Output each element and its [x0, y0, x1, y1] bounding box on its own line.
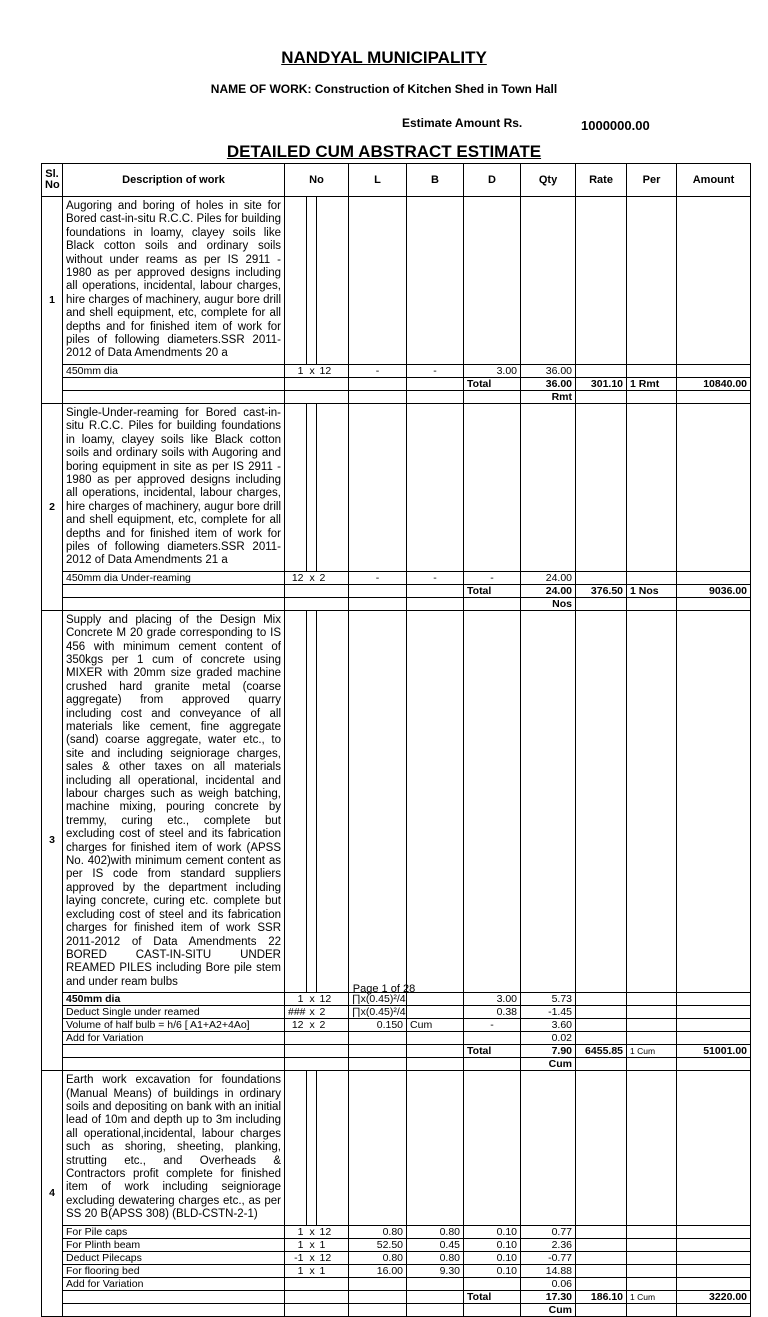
measurement-times: x: [307, 571, 317, 584]
empty-cell: [285, 377, 307, 390]
measurement-multiplier: 2: [317, 1019, 349, 1032]
total-row: [42, 584, 751, 597]
empty-cell: [407, 610, 464, 992]
empty-cell: [627, 1251, 677, 1264]
measurement-l: -: [349, 571, 407, 584]
measurement-count: 1: [285, 1238, 307, 1251]
empty-cell: [576, 1058, 627, 1071]
measurement-row: [42, 1277, 751, 1290]
empty-cell: [677, 390, 751, 403]
empty-cell: [307, 403, 317, 571]
measurement-d: [464, 1277, 521, 1290]
empty-cell: [407, 597, 464, 610]
measurement-times: x: [307, 1251, 317, 1264]
empty-cell: [677, 1006, 751, 1019]
empty-cell: [677, 1238, 751, 1251]
total-rate: 301.10: [576, 377, 627, 390]
measurement-count: 12: [285, 1019, 307, 1032]
item-sl-number: 2: [42, 403, 63, 610]
measurement-count: 1: [285, 1264, 307, 1277]
empty-cell: [349, 1290, 407, 1303]
measurement-row: [42, 1032, 751, 1045]
empty-cell: [464, 1071, 521, 1225]
empty-cell: [677, 1019, 751, 1032]
empty-cell: [576, 1071, 627, 1225]
measurement-times: [307, 1032, 317, 1045]
empty-cell: [407, 1071, 464, 1225]
measurement-d: 0.10: [464, 1264, 521, 1277]
measurement-row: [42, 1006, 751, 1019]
measurement-qty: 36.00: [521, 364, 576, 377]
empty-cell: [464, 197, 521, 365]
measurement-label: For Plinth beam: [63, 1238, 285, 1251]
empty-cell: [63, 1303, 285, 1316]
empty-cell: [576, 390, 627, 403]
measurement-count: [285, 1277, 307, 1290]
empty-cell: [285, 584, 307, 597]
empty-cell: [677, 364, 751, 377]
total-unit: Cum: [521, 1303, 576, 1316]
empty-cell: [677, 1032, 751, 1045]
total-per: 1 Cum: [627, 1290, 677, 1303]
col-rate-header: Rate: [576, 164, 627, 197]
item-sl-number: 1: [42, 197, 63, 404]
empty-cell: [307, 1290, 317, 1303]
empty-cell: [464, 403, 521, 571]
measurement-l: [349, 1032, 407, 1045]
item-description: Earth work excavation for foundations (Manual Means) of buildings in ordinary soils and depositing on bank with an initial lead of 10m and depth up to 3m including all operational,incidental, labour charges such as shoring, sheeting, planking, strutting etc., and Overheads & Contractors profit complete for finished item of work including seigniorage excluding dewatering charges etc., as per SS 20 B(APSS 308) (BLD-CSTN-2-1): [63, 1071, 285, 1225]
empty-cell: [317, 1058, 349, 1071]
total-row: [42, 377, 751, 390]
empty-cell: [407, 1303, 464, 1316]
measurement-multiplier: 12: [317, 1251, 349, 1264]
empty-cell: [677, 403, 751, 571]
measurement-b: -: [407, 364, 464, 377]
measurement-label: Deduct Pilecaps: [63, 1251, 285, 1264]
measurement-times: x: [307, 1019, 317, 1032]
measurement-d: 0.10: [464, 1238, 521, 1251]
item-sl-number: 4: [42, 1071, 63, 1316]
measurement-d: -: [464, 571, 521, 584]
empty-cell: [464, 1058, 521, 1071]
empty-cell: [677, 197, 751, 365]
empty-cell: [576, 1032, 627, 1045]
empty-cell: [627, 571, 677, 584]
empty-cell: [677, 1277, 751, 1290]
empty-cell: [349, 584, 407, 597]
measurement-label: 450mm dia: [63, 364, 285, 377]
empty-cell: [349, 1071, 407, 1225]
measurement-count: 1: [285, 364, 307, 377]
empty-cell: [627, 1032, 677, 1045]
estimate-table: [41, 163, 751, 1317]
measurement-qty: -0.77: [521, 1251, 576, 1264]
empty-cell: [464, 390, 521, 403]
measurement-qty: 3.60: [521, 1019, 576, 1032]
empty-cell: [285, 1071, 307, 1225]
item-description: Single-Under-reaming for Bored cast-in-situ R.C.C. Piles for building foundations in loamy, clayey soils like Black cotton soils and ordinary soils with Augoring and boring equipment in site as per IS 2911 - 1980 as per approved designs including all operations, incidental, labour charges, hire charges of machinery, augur bore drill and shell equipment, etc, complete for all depths and for finished item of work for piles of following diameters.SSR 2011-2012 of Data Amendments 21 a: [63, 403, 285, 571]
measurement-b: [407, 1032, 464, 1045]
measurement-count: 1: [285, 993, 307, 1006]
measurement-d: -: [464, 1019, 521, 1032]
empty-cell: [464, 1303, 521, 1316]
measurement-row: [42, 1225, 751, 1238]
empty-cell: [627, 1225, 677, 1238]
empty-cell: [576, 364, 627, 377]
empty-cell: [627, 1006, 677, 1019]
empty-cell: [576, 571, 627, 584]
measurement-label: For Pile caps: [63, 1225, 285, 1238]
empty-cell: [627, 197, 677, 365]
empty-cell: [63, 597, 285, 610]
measurement-d: 0.38: [464, 1006, 521, 1019]
total-rate: 6455.85: [576, 1045, 627, 1058]
col-sl-header: Sl. No: [42, 164, 63, 197]
measurement-label: For flooring bed: [63, 1264, 285, 1277]
measurement-count: ###: [285, 1006, 307, 1019]
empty-cell: [627, 403, 677, 571]
empty-cell: [677, 1264, 751, 1277]
empty-cell: [576, 1225, 627, 1238]
empty-cell: [317, 1045, 349, 1058]
empty-cell: [317, 197, 349, 365]
empty-cell: [407, 377, 464, 390]
total-amount: 9036.00: [677, 584, 751, 597]
empty-cell: [317, 1290, 349, 1303]
measurement-times: x: [307, 1006, 317, 1019]
col-description-header: Description of work: [63, 164, 285, 197]
empty-cell: [349, 1303, 407, 1316]
empty-cell: [576, 403, 627, 571]
empty-cell: [677, 1071, 751, 1225]
empty-cell: [627, 364, 677, 377]
item-description-row: [42, 610, 751, 992]
empty-cell: [576, 597, 627, 610]
empty-cell: [285, 403, 307, 571]
empty-cell: [576, 1019, 627, 1032]
total-qty: 7.90: [521, 1045, 576, 1058]
measurement-row: [42, 571, 751, 584]
col-b-header: B: [407, 164, 464, 197]
total-row: [42, 1045, 751, 1058]
measurement-times: x: [307, 1264, 317, 1277]
measurement-b: 0.80: [407, 1251, 464, 1264]
empty-cell: [285, 610, 307, 992]
empty-cell: [349, 610, 407, 992]
empty-cell: [521, 610, 576, 992]
total-label: Total: [464, 1045, 521, 1058]
empty-cell: [349, 1045, 407, 1058]
empty-cell: [677, 571, 751, 584]
measurement-l: ∏x(0.45)²/4: [349, 1006, 407, 1019]
measurement-qty: 0.06: [521, 1277, 576, 1290]
empty-cell: [307, 390, 317, 403]
col-amount-header: Amount: [677, 164, 751, 197]
measurement-b: [407, 1277, 464, 1290]
measurement-label: Add for Variation: [63, 1277, 285, 1290]
measurement-l: [349, 1277, 407, 1290]
empty-cell: [407, 390, 464, 403]
empty-cell: [576, 1238, 627, 1251]
empty-cell: [627, 1238, 677, 1251]
empty-cell: [627, 1058, 677, 1071]
total-rate: 376.50: [576, 584, 627, 597]
measurement-b: -: [407, 571, 464, 584]
empty-cell: [407, 197, 464, 365]
empty-cell: [307, 597, 317, 610]
empty-cell: [521, 1071, 576, 1225]
empty-cell: [285, 597, 307, 610]
measurement-multiplier: [317, 1277, 349, 1290]
total-per: 1 Cum: [627, 1045, 677, 1058]
table-header-row: [42, 164, 751, 197]
empty-cell: [464, 610, 521, 992]
total-qty: 17.30: [521, 1290, 576, 1303]
estimate-amount-value: 1000000.00: [581, 118, 650, 133]
unit-row: [42, 1058, 751, 1071]
empty-cell: [576, 1277, 627, 1290]
measurement-multiplier: 2: [317, 571, 349, 584]
name-of-work: NAME OF WORK: Construction of Kitchen Shed in Town Hall: [210, 82, 558, 96]
empty-cell: [627, 1019, 677, 1032]
empty-cell: [307, 197, 317, 365]
empty-cell: [349, 403, 407, 571]
measurement-l: ∏x(0.45)²/4: [349, 993, 407, 1006]
measurement-b: 0.80: [407, 1225, 464, 1238]
estimate-amount-label: Estimate Amount Rs.: [402, 116, 523, 130]
measurement-multiplier: 1: [317, 1238, 349, 1251]
measurement-qty: 0.02: [521, 1032, 576, 1045]
item-description-row: [42, 1071, 751, 1225]
measurement-d: 3.00: [464, 993, 521, 1006]
empty-cell: [285, 390, 307, 403]
empty-cell: [407, 1290, 464, 1303]
empty-cell: [307, 377, 317, 390]
col-l-header: L: [349, 164, 407, 197]
empty-cell: [677, 1303, 751, 1316]
item-description: Augoring and boring of holes in site for Bored cast-in-situ R.C.C. Piles for building foundations in loamy, clayey soils like Black cotton soils and ordinary soils without under reams as per IS 2911 - 1980 as per approved designs including all operations, incidental, labour charges, hire charges of machinery, augur bore drill and shell equipment, etc, complete for all depths and for finished item of work for piles of following diameters.SSR 2011-2012 of Data Amendments 20 a: [63, 197, 285, 365]
item-description: Supply and placing of the Design Mix Concrete M 20 grade corresponding to IS 456 with minimum cement content of 350kgs per 1 cum of concrete using MIXER with 20mm size graded machine crushed hard granite metal (coarse aggregate) from approved quarry including cost and conveyance of all materials like cement, fine aggregate (sand) coarse aggregate, water etc., to site and including seigniorage charges, sales & other taxes on all materials including all operational, incidental and labour charges such as weigh batching, machine mixing, pouring concrete by tremmy, curing etc., complete but excluding cost of steel and its fabrication charges for finished item of work (APSS No. 402)with minimum cement content as per IS code from standard suppliers approved by the department including laying concrete, curing etc. complete but excluding cost of steel and its fabrication charges for finished item of work SSR 2011-2012 of Data Amendments 22 BORED CAST-IN-SITU UNDER REAMED PILES including Bore pile stem and under ream bulbs: [63, 610, 285, 992]
measurement-multiplier: 12: [317, 993, 349, 1006]
measurement-d: [464, 1032, 521, 1045]
empty-cell: [307, 1303, 317, 1316]
empty-cell: [407, 403, 464, 571]
item-description-row: [42, 197, 751, 365]
empty-cell: [317, 403, 349, 571]
measurement-qty: 5.73: [521, 993, 576, 1006]
empty-cell: [307, 610, 317, 992]
estimate-heading: DETAILED CUM ABSTRACT ESTIMATE: [226, 142, 542, 161]
empty-cell: [349, 197, 407, 365]
empty-cell: [285, 1303, 307, 1316]
measurement-qty: 0.77: [521, 1225, 576, 1238]
empty-cell: [349, 597, 407, 610]
measurement-l: -: [349, 364, 407, 377]
col-per-header: Per: [627, 164, 677, 197]
measurement-qty: 14.88: [521, 1264, 576, 1277]
empty-cell: [349, 377, 407, 390]
measurement-times: x: [307, 993, 317, 1006]
empty-cell: [317, 584, 349, 597]
empty-cell: [576, 197, 627, 365]
measurement-b: 9.30: [407, 1264, 464, 1277]
total-per: 1 Rmt: [627, 377, 677, 390]
empty-cell: [521, 403, 576, 571]
total-label: Total: [464, 1290, 521, 1303]
unit-row: [42, 390, 751, 403]
total-amount: 51001.00: [677, 1045, 751, 1058]
measurement-b: 0.45: [407, 1238, 464, 1251]
measurement-qty: -1.45: [521, 1006, 576, 1019]
page-title: NANDYAL MUNICIPALITY: [281, 48, 487, 67]
empty-cell: [677, 610, 751, 992]
measurement-d: 0.10: [464, 1225, 521, 1238]
empty-cell: [627, 1264, 677, 1277]
empty-cell: [307, 1045, 317, 1058]
empty-cell: [317, 1071, 349, 1225]
empty-cell: [349, 390, 407, 403]
empty-cell: [407, 1045, 464, 1058]
total-amount: 10840.00: [677, 377, 751, 390]
measurement-times: x: [307, 1238, 317, 1251]
measurement-b: [407, 1006, 464, 1019]
total-unit: Nos: [521, 597, 576, 610]
measurement-l: 52.50: [349, 1238, 407, 1251]
measurement-l: 16.00: [349, 1264, 407, 1277]
empty-cell: [307, 584, 317, 597]
empty-cell: [407, 584, 464, 597]
measurement-row: [42, 1238, 751, 1251]
empty-cell: [627, 1277, 677, 1290]
empty-cell: [576, 1006, 627, 1019]
measurement-multiplier: 2: [317, 1006, 349, 1019]
total-label: Total: [464, 584, 521, 597]
empty-cell: [63, 584, 285, 597]
empty-cell: [317, 597, 349, 610]
empty-cell: [627, 390, 677, 403]
page-number: Page 1 of 28: [352, 983, 416, 995]
item-description-row: [42, 403, 751, 571]
empty-cell: [307, 1071, 317, 1225]
measurement-row: [42, 1251, 751, 1264]
measurement-count: 12: [285, 571, 307, 584]
col-d-header: D: [464, 164, 521, 197]
total-unit: Rmt: [521, 390, 576, 403]
measurement-multiplier: 1: [317, 1264, 349, 1277]
measurement-l: 0.80: [349, 1251, 407, 1264]
total-qty: 24.00: [521, 584, 576, 597]
empty-cell: [627, 597, 677, 610]
empty-cell: [627, 1303, 677, 1316]
measurement-times: x: [307, 364, 317, 377]
measurement-count: -1: [285, 1251, 307, 1264]
measurement-row: [42, 364, 751, 377]
measurement-multiplier: [317, 1032, 349, 1045]
empty-cell: [677, 597, 751, 610]
empty-cell: [464, 597, 521, 610]
empty-cell: [285, 1058, 307, 1071]
empty-cell: [576, 1264, 627, 1277]
empty-cell: [349, 1058, 407, 1071]
measurement-label: Volume of half bulb = h/6 [ A1+A2+4Ao]: [63, 1019, 285, 1032]
measurement-d: 3.00: [464, 364, 521, 377]
measurement-count: [285, 1032, 307, 1045]
empty-cell: [317, 390, 349, 403]
empty-cell: [317, 377, 349, 390]
measurement-times: [307, 1277, 317, 1290]
measurement-qty: 24.00: [521, 571, 576, 584]
col-qty-header: Qty: [521, 164, 576, 197]
empty-cell: [627, 610, 677, 992]
empty-cell: [521, 197, 576, 365]
measurement-row: [42, 1264, 751, 1277]
empty-cell: [576, 1251, 627, 1264]
empty-cell: [677, 1058, 751, 1071]
empty-cell: [677, 1251, 751, 1264]
measurement-label: Add for Variation: [63, 1032, 285, 1045]
empty-cell: [576, 1303, 627, 1316]
measurement-count: 1: [285, 1225, 307, 1238]
measurement-l: 0.80: [349, 1225, 407, 1238]
measurement-label: 450mm dia Under-reaming: [63, 571, 285, 584]
measurement-row: [42, 1019, 751, 1032]
empty-cell: [63, 1290, 285, 1303]
col-no-header: No: [285, 164, 349, 197]
empty-cell: [63, 1058, 285, 1071]
empty-cell: [677, 1225, 751, 1238]
empty-cell: [407, 1058, 464, 1071]
item-sl-number: 3: [42, 610, 63, 1070]
total-qty: 36.00: [521, 377, 576, 390]
empty-cell: [317, 610, 349, 992]
total-amount: 3220.00: [677, 1290, 751, 1303]
empty-cell: [576, 610, 627, 992]
total-rate: 186.10: [576, 1290, 627, 1303]
measurement-label: Deduct Single under reamed: [63, 1006, 285, 1019]
measurement-label: 450mm dia: [63, 993, 285, 1006]
measurement-d: 0.10: [464, 1251, 521, 1264]
measurement-qty: 2.36: [521, 1238, 576, 1251]
empty-cell: [285, 1290, 307, 1303]
unit-row: [42, 597, 751, 610]
measurement-multiplier: 12: [317, 364, 349, 377]
empty-cell: [307, 1058, 317, 1071]
total-per: 1 Nos: [627, 584, 677, 597]
measurement-times: x: [307, 1225, 317, 1238]
total-unit: Cum: [521, 1058, 576, 1071]
empty-cell: [627, 1071, 677, 1225]
measurement-multiplier: 12: [317, 1225, 349, 1238]
measurement-l: 0.150: [349, 1019, 407, 1032]
empty-cell: [285, 197, 307, 365]
empty-cell: [63, 377, 285, 390]
empty-cell: [317, 1303, 349, 1316]
empty-cell: [63, 390, 285, 403]
measurement-b: Cum: [407, 1019, 464, 1032]
empty-cell: [63, 1045, 285, 1058]
unit-row: [42, 1303, 751, 1316]
empty-cell: [285, 1045, 307, 1058]
total-row: [42, 1290, 751, 1303]
total-label: Total: [464, 377, 521, 390]
